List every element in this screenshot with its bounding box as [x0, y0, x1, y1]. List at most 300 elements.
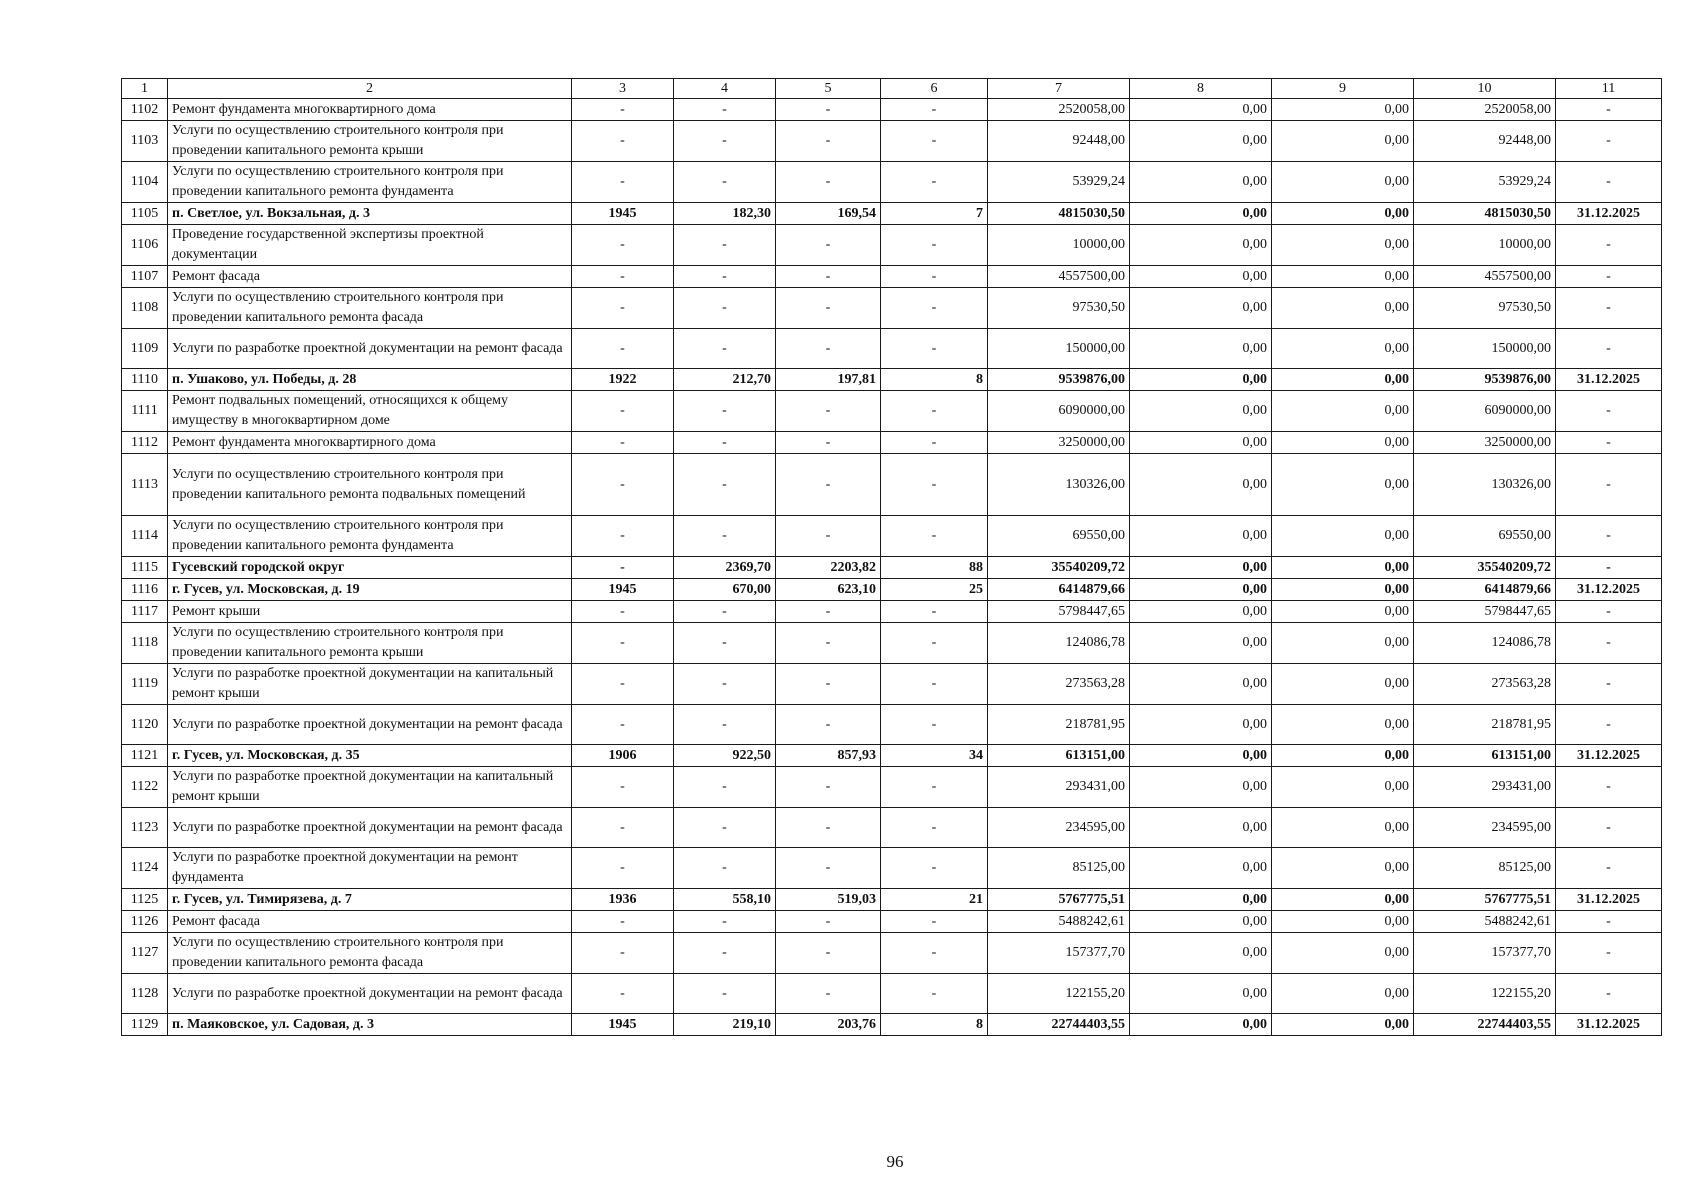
item-name-cell: п. Светлое, ул. Вокзальная, д. 3 [168, 203, 572, 225]
capital-repair-table [121, 78, 1662, 1036]
completion-date-cell: - [1556, 623, 1662, 664]
fund-source-3-cell: 157377,70 [1414, 933, 1556, 974]
total-area-cell: - [674, 623, 776, 664]
total-cost-cell: 2520058,00 [988, 99, 1130, 121]
fund-source-2-cell: 0,00 [1272, 329, 1414, 369]
work-item-row [122, 664, 1662, 705]
row-number-cell: 1113 [122, 454, 168, 516]
living-area-cell: - [776, 162, 881, 203]
completion-date-cell: - [1556, 808, 1662, 848]
fund-source-1-cell: 0,00 [1130, 369, 1272, 391]
living-area-cell: - [776, 121, 881, 162]
fund-source-2-cell: 0,00 [1272, 162, 1414, 203]
fund-source-1-cell: 0,00 [1130, 579, 1272, 601]
item-name-cell: Гусевский городской округ [168, 557, 572, 579]
year-cell: - [572, 121, 674, 162]
total-cost-cell: 35540209,72 [988, 557, 1130, 579]
fund-source-2-cell: 0,00 [1272, 99, 1414, 121]
row-number-cell: 1123 [122, 808, 168, 848]
living-area-cell: - [776, 329, 881, 369]
page-number: 96 [886, 1152, 904, 1171]
completion-date-cell: - [1556, 121, 1662, 162]
year-cell: - [572, 288, 674, 329]
year-cell: - [572, 225, 674, 266]
living-area-cell: - [776, 391, 881, 432]
item-name-cell: Услуги по осуществлению строительного контроля при проведении капитального ремонта фундамента [168, 516, 572, 557]
residents-cell: - [881, 705, 988, 745]
total-cost-cell: 234595,00 [988, 808, 1130, 848]
total-cost-cell: 69550,00 [988, 516, 1130, 557]
fund-source-2-cell: 0,00 [1272, 391, 1414, 432]
total-area-cell: - [674, 266, 776, 288]
fund-source-1-cell: 0,00 [1130, 767, 1272, 808]
item-name-cell: Ремонт крыши [168, 601, 572, 623]
completion-date-cell: - [1556, 99, 1662, 121]
completion-date-cell: - [1556, 162, 1662, 203]
total-cost-cell: 150000,00 [988, 329, 1130, 369]
total-cost-cell: 22744403,55 [988, 1014, 1130, 1036]
address-row [122, 557, 1662, 579]
work-item-row [122, 848, 1662, 889]
fund-source-1-cell: 0,00 [1130, 623, 1272, 664]
fund-source-3-cell: 5798447,65 [1414, 601, 1556, 623]
year-cell: - [572, 848, 674, 889]
row-number-cell: 1124 [122, 848, 168, 889]
column-header: 7 [988, 79, 1130, 99]
total-cost-cell: 6090000,00 [988, 391, 1130, 432]
fund-source-3-cell: 6414879,66 [1414, 579, 1556, 601]
fund-source-1-cell: 0,00 [1130, 162, 1272, 203]
fund-source-2-cell: 0,00 [1272, 974, 1414, 1014]
total-area-cell: - [674, 767, 776, 808]
row-number-cell: 1129 [122, 1014, 168, 1036]
completion-date-cell: - [1556, 225, 1662, 266]
fund-source-1-cell: 0,00 [1130, 391, 1272, 432]
column-header: 10 [1414, 79, 1556, 99]
item-name-cell: Услуги по осуществлению строительного контроля при проведении капитального ремонта фундамента [168, 162, 572, 203]
total-area-cell: 182,30 [674, 203, 776, 225]
fund-source-3-cell: 35540209,72 [1414, 557, 1556, 579]
residents-cell: 8 [881, 1014, 988, 1036]
total-cost-cell: 9539876,00 [988, 369, 1130, 391]
residents-cell: - [881, 767, 988, 808]
row-number-cell: 1104 [122, 162, 168, 203]
fund-source-3-cell: 6090000,00 [1414, 391, 1556, 432]
work-item-row [122, 266, 1662, 288]
completion-date-cell: 31.12.2025 [1556, 889, 1662, 911]
item-name-cell: Услуги по разработке проектной документации на капитальный ремонт крыши [168, 664, 572, 705]
total-area-cell: - [674, 454, 776, 516]
work-item-row [122, 162, 1662, 203]
item-name-cell: п. Маяковское, ул. Садовая, д. 3 [168, 1014, 572, 1036]
residents-cell: - [881, 266, 988, 288]
fund-source-3-cell: 69550,00 [1414, 516, 1556, 557]
completion-date-cell: - [1556, 454, 1662, 516]
total-area-cell: 2369,70 [674, 557, 776, 579]
fund-source-2-cell: 0,00 [1272, 369, 1414, 391]
row-number-cell: 1121 [122, 745, 168, 767]
fund-source-2-cell: 0,00 [1272, 557, 1414, 579]
total-cost-cell: 5798447,65 [988, 601, 1130, 623]
residents-cell: - [881, 516, 988, 557]
total-area-cell: 558,10 [674, 889, 776, 911]
living-area-cell: 169,54 [776, 203, 881, 225]
completion-date-cell: 31.12.2025 [1556, 745, 1662, 767]
fund-source-2-cell: 0,00 [1272, 601, 1414, 623]
fund-source-3-cell: 5767775,51 [1414, 889, 1556, 911]
fund-source-2-cell: 0,00 [1272, 203, 1414, 225]
total-area-cell: - [674, 516, 776, 557]
item-name-cell: Услуги по осуществлению строительного контроля при проведении капитального ремонта крыши [168, 121, 572, 162]
year-cell: 1922 [572, 369, 674, 391]
fund-source-2-cell: 0,00 [1272, 516, 1414, 557]
total-area-cell: - [674, 848, 776, 889]
address-row [122, 203, 1662, 225]
fund-source-3-cell: 97530,50 [1414, 288, 1556, 329]
fund-source-3-cell: 10000,00 [1414, 225, 1556, 266]
completion-date-cell: - [1556, 974, 1662, 1014]
living-area-cell: - [776, 266, 881, 288]
work-item-row [122, 767, 1662, 808]
fund-source-1-cell: 0,00 [1130, 99, 1272, 121]
total-area-cell: - [674, 99, 776, 121]
fund-source-3-cell: 92448,00 [1414, 121, 1556, 162]
year-cell: - [572, 705, 674, 745]
column-header: 5 [776, 79, 881, 99]
fund-source-3-cell: 4815030,50 [1414, 203, 1556, 225]
completion-date-cell: 31.12.2025 [1556, 369, 1662, 391]
work-item-row [122, 705, 1662, 745]
year-cell: - [572, 432, 674, 454]
item-name-cell: Услуги по разработке проектной документации на ремонт фундамента [168, 848, 572, 889]
living-area-cell: - [776, 933, 881, 974]
fund-source-2-cell: 0,00 [1272, 911, 1414, 933]
living-area-cell: 203,76 [776, 1014, 881, 1036]
total-area-cell: 219,10 [674, 1014, 776, 1036]
year-cell: 1945 [572, 579, 674, 601]
residents-cell: - [881, 121, 988, 162]
fund-source-1-cell: 0,00 [1130, 974, 1272, 1014]
fund-source-2-cell: 0,00 [1272, 432, 1414, 454]
fund-source-2-cell: 0,00 [1272, 664, 1414, 705]
residents-cell: - [881, 162, 988, 203]
completion-date-cell: - [1556, 329, 1662, 369]
residents-cell: - [881, 454, 988, 516]
total-area-cell: 670,00 [674, 579, 776, 601]
total-cost-cell: 130326,00 [988, 454, 1130, 516]
address-row [122, 745, 1662, 767]
total-cost-cell: 122155,20 [988, 974, 1130, 1014]
item-name-cell: Проведение государственной экспертизы проектной документации [168, 225, 572, 266]
fund-source-1-cell: 0,00 [1130, 911, 1272, 933]
completion-date-cell: 31.12.2025 [1556, 203, 1662, 225]
fund-source-1-cell: 0,00 [1130, 745, 1272, 767]
fund-source-1-cell: 0,00 [1130, 203, 1272, 225]
total-cost-cell: 613151,00 [988, 745, 1130, 767]
fund-source-3-cell: 3250000,00 [1414, 432, 1556, 454]
fund-source-1-cell: 0,00 [1130, 808, 1272, 848]
total-cost-cell: 53929,24 [988, 162, 1130, 203]
row-number-cell: 1111 [122, 391, 168, 432]
total-cost-cell: 10000,00 [988, 225, 1130, 266]
row-number-cell: 1116 [122, 579, 168, 601]
living-area-cell: - [776, 601, 881, 623]
column-header: 1 [122, 79, 168, 99]
year-cell: 1906 [572, 745, 674, 767]
total-area-cell: - [674, 601, 776, 623]
item-name-cell: Услуги по разработке проектной документации на ремонт фасада [168, 808, 572, 848]
row-number-cell: 1109 [122, 329, 168, 369]
item-name-cell: Услуги по осуществлению строительного контроля при проведении капитального ремонта фасада [168, 933, 572, 974]
fund-source-1-cell: 0,00 [1130, 664, 1272, 705]
total-cost-cell: 6414879,66 [988, 579, 1130, 601]
work-item-row [122, 391, 1662, 432]
year-cell: - [572, 664, 674, 705]
item-name-cell: Услуги по разработке проектной документации на ремонт фасада [168, 329, 572, 369]
year-cell: 1936 [572, 889, 674, 911]
living-area-cell: - [776, 454, 881, 516]
fund-source-1-cell: 0,00 [1130, 121, 1272, 162]
row-number-cell: 1102 [122, 99, 168, 121]
residents-cell: - [881, 933, 988, 974]
fund-source-2-cell: 0,00 [1272, 579, 1414, 601]
residents-cell: - [881, 432, 988, 454]
total-cost-cell: 97530,50 [988, 288, 1130, 329]
completion-date-cell: - [1556, 391, 1662, 432]
column-header: 8 [1130, 79, 1272, 99]
column-header: 2 [168, 79, 572, 99]
residents-cell: - [881, 911, 988, 933]
total-area-cell: - [674, 911, 776, 933]
work-item-row [122, 601, 1662, 623]
work-item-row [122, 623, 1662, 664]
total-area-cell: - [674, 974, 776, 1014]
fund-source-3-cell: 273563,28 [1414, 664, 1556, 705]
fund-source-2-cell: 0,00 [1272, 745, 1414, 767]
year-cell: - [572, 911, 674, 933]
work-item-row [122, 516, 1662, 557]
completion-date-cell: - [1556, 288, 1662, 329]
fund-source-3-cell: 2520058,00 [1414, 99, 1556, 121]
address-row [122, 889, 1662, 911]
row-number-cell: 1122 [122, 767, 168, 808]
address-row [122, 1014, 1662, 1036]
total-area-cell: - [674, 391, 776, 432]
fund-source-2-cell: 0,00 [1272, 225, 1414, 266]
living-area-cell: - [776, 288, 881, 329]
fund-source-1-cell: 0,00 [1130, 288, 1272, 329]
completion-date-cell: 31.12.2025 [1556, 579, 1662, 601]
living-area-cell: 519,03 [776, 889, 881, 911]
work-item-row [122, 329, 1662, 369]
living-area-cell: 197,81 [776, 369, 881, 391]
item-name-cell: Ремонт фасада [168, 266, 572, 288]
completion-date-cell: - [1556, 557, 1662, 579]
fund-source-2-cell: 0,00 [1272, 454, 1414, 516]
item-name-cell: Ремонт фундамента многоквартирного дома [168, 99, 572, 121]
item-name-cell: Услуги по осуществлению строительного контроля при проведении капитального ремонта крыши [168, 623, 572, 664]
total-area-cell: - [674, 288, 776, 329]
completion-date-cell: - [1556, 767, 1662, 808]
work-item-row [122, 933, 1662, 974]
year-cell: - [572, 601, 674, 623]
fund-source-2-cell: 0,00 [1272, 848, 1414, 889]
fund-source-3-cell: 293431,00 [1414, 767, 1556, 808]
residents-cell: - [881, 664, 988, 705]
row-number-cell: 1106 [122, 225, 168, 266]
residents-cell: - [881, 99, 988, 121]
row-number-cell: 1114 [122, 516, 168, 557]
year-cell: - [572, 329, 674, 369]
fund-source-1-cell: 0,00 [1130, 848, 1272, 889]
row-number-cell: 1119 [122, 664, 168, 705]
fund-source-2-cell: 0,00 [1272, 288, 1414, 329]
year-cell: - [572, 808, 674, 848]
living-area-cell: 857,93 [776, 745, 881, 767]
row-number-cell: 1120 [122, 705, 168, 745]
row-number-cell: 1128 [122, 974, 168, 1014]
work-item-row [122, 911, 1662, 933]
total-cost-cell: 3250000,00 [988, 432, 1130, 454]
fund-source-3-cell: 130326,00 [1414, 454, 1556, 516]
row-number-cell: 1118 [122, 623, 168, 664]
fund-source-3-cell: 124086,78 [1414, 623, 1556, 664]
living-area-cell: - [776, 99, 881, 121]
item-name-cell: г. Гусев, ул. Тимирязева, д. 7 [168, 889, 572, 911]
item-name-cell: Услуги по разработке проектной документации на ремонт фасада [168, 974, 572, 1014]
total-cost-cell: 157377,70 [988, 933, 1130, 974]
living-area-cell: - [776, 848, 881, 889]
fund-source-2-cell: 0,00 [1272, 767, 1414, 808]
total-cost-cell: 273563,28 [988, 664, 1130, 705]
work-item-row [122, 99, 1662, 121]
year-cell: - [572, 516, 674, 557]
residents-cell: - [881, 225, 988, 266]
living-area-cell: - [776, 911, 881, 933]
item-name-cell: Ремонт подвальных помещений, относящихся к общему имуществу в многоквартирном доме [168, 391, 572, 432]
total-area-cell: - [674, 162, 776, 203]
fund-source-3-cell: 5488242,61 [1414, 911, 1556, 933]
row-number-cell: 1103 [122, 121, 168, 162]
fund-source-1-cell: 0,00 [1130, 1014, 1272, 1036]
row-number-cell: 1107 [122, 266, 168, 288]
fund-source-1-cell: 0,00 [1130, 432, 1272, 454]
fund-source-3-cell: 85125,00 [1414, 848, 1556, 889]
completion-date-cell: - [1556, 933, 1662, 974]
total-area-cell: 922,50 [674, 745, 776, 767]
work-item-row [122, 454, 1662, 516]
work-item-row [122, 288, 1662, 329]
fund-source-2-cell: 0,00 [1272, 623, 1414, 664]
row-number-cell: 1127 [122, 933, 168, 974]
fund-source-3-cell: 613151,00 [1414, 745, 1556, 767]
total-cost-cell: 124086,78 [988, 623, 1130, 664]
row-number-cell: 1105 [122, 203, 168, 225]
completion-date-cell: - [1556, 848, 1662, 889]
fund-source-3-cell: 9539876,00 [1414, 369, 1556, 391]
fund-source-2-cell: 0,00 [1272, 889, 1414, 911]
row-number-cell: 1126 [122, 911, 168, 933]
living-area-cell: - [776, 432, 881, 454]
item-name-cell: Ремонт фасада [168, 911, 572, 933]
total-cost-cell: 293431,00 [988, 767, 1130, 808]
fund-source-2-cell: 0,00 [1272, 121, 1414, 162]
total-area-cell: 212,70 [674, 369, 776, 391]
item-name-cell: Ремонт фундамента многоквартирного дома [168, 432, 572, 454]
year-cell: - [572, 933, 674, 974]
living-area-cell: 623,10 [776, 579, 881, 601]
work-item-row [122, 808, 1662, 848]
fund-source-1-cell: 0,00 [1130, 889, 1272, 911]
residents-cell: - [881, 974, 988, 1014]
fund-source-3-cell: 150000,00 [1414, 329, 1556, 369]
fund-source-2-cell: 0,00 [1272, 933, 1414, 974]
year-cell: - [572, 266, 674, 288]
living-area-cell: - [776, 767, 881, 808]
total-area-cell: - [674, 432, 776, 454]
column-header: 11 [1556, 79, 1662, 99]
row-number-cell: 1108 [122, 288, 168, 329]
year-cell: - [572, 557, 674, 579]
column-number-header-row [122, 79, 1662, 99]
living-area-cell: - [776, 623, 881, 664]
living-area-cell: - [776, 225, 881, 266]
fund-source-3-cell: 4557500,00 [1414, 266, 1556, 288]
fund-source-1-cell: 0,00 [1130, 516, 1272, 557]
item-name-cell: г. Гусев, ул. Московская, д. 35 [168, 745, 572, 767]
residents-cell: - [881, 601, 988, 623]
row-number-cell: 1112 [122, 432, 168, 454]
residents-cell: 34 [881, 745, 988, 767]
completion-date-cell: - [1556, 911, 1662, 933]
item-name-cell: Услуги по разработке проектной документации на ремонт фасада [168, 705, 572, 745]
item-name-cell: г. Гусев, ул. Московская, д. 19 [168, 579, 572, 601]
address-row [122, 579, 1662, 601]
fund-source-2-cell: 0,00 [1272, 266, 1414, 288]
completion-date-cell: - [1556, 516, 1662, 557]
year-cell: - [572, 974, 674, 1014]
column-header: 6 [881, 79, 988, 99]
residents-cell: 25 [881, 579, 988, 601]
year-cell: 1945 [572, 203, 674, 225]
residents-cell: - [881, 808, 988, 848]
fund-source-3-cell: 122155,20 [1414, 974, 1556, 1014]
row-number-cell: 1125 [122, 889, 168, 911]
column-header: 9 [1272, 79, 1414, 99]
total-cost-cell: 5767775,51 [988, 889, 1130, 911]
residents-cell: 7 [881, 203, 988, 225]
fund-source-1-cell: 0,00 [1130, 601, 1272, 623]
address-row [122, 369, 1662, 391]
total-area-cell: - [674, 664, 776, 705]
living-area-cell: - [776, 664, 881, 705]
completion-date-cell: - [1556, 664, 1662, 705]
residents-cell: 88 [881, 557, 988, 579]
living-area-cell: - [776, 705, 881, 745]
fund-source-1-cell: 0,00 [1130, 266, 1272, 288]
row-number-cell: 1110 [122, 369, 168, 391]
residents-cell: - [881, 329, 988, 369]
fund-source-3-cell: 22744403,55 [1414, 1014, 1556, 1036]
row-number-cell: 1117 [122, 601, 168, 623]
total-cost-cell: 218781,95 [988, 705, 1130, 745]
fund-source-2-cell: 0,00 [1272, 1014, 1414, 1036]
total-cost-cell: 5488242,61 [988, 911, 1130, 933]
total-area-cell: - [674, 808, 776, 848]
fund-source-1-cell: 0,00 [1130, 705, 1272, 745]
living-area-cell: - [776, 808, 881, 848]
residents-cell: - [881, 623, 988, 664]
